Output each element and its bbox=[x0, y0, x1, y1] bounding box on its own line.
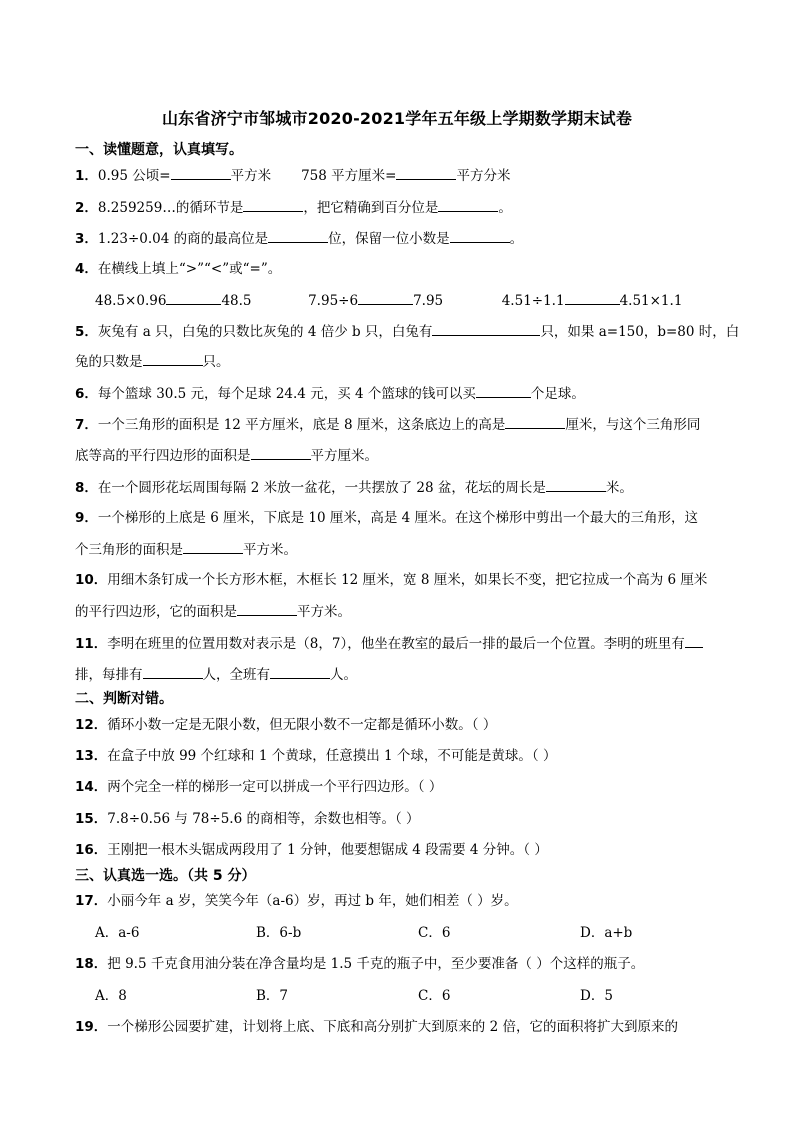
question-number: 12． bbox=[75, 717, 108, 733]
question-text: 兔的只数是 bbox=[75, 354, 143, 370]
option-c[interactable]: C．6 bbox=[418, 988, 451, 1004]
question-17 bbox=[75, 891, 518, 911]
question-number: 19． bbox=[75, 1019, 108, 1035]
question-5-cont bbox=[75, 351, 230, 372]
question-text: 灰兔有 a 只，白兔的只数比灰兔的 4 倍少 b 只，白兔有 bbox=[97, 324, 433, 340]
question-text: 两个完全一样的梯形一定可以拼成一个平行四边形。（ ） bbox=[107, 779, 443, 795]
section-1-heading: 一、读懂题意，认真填写。 bbox=[75, 142, 243, 158]
question-12 bbox=[75, 715, 496, 735]
question-text: 7.8÷0.56 与 78÷5.6 的商相等，余数也相等。（ ） bbox=[107, 811, 420, 827]
question-text: 米。 bbox=[605, 480, 633, 496]
question-1 bbox=[75, 165, 510, 186]
compare-left: 7.95÷6 bbox=[308, 293, 359, 309]
question-number: 8． bbox=[75, 480, 98, 496]
answer-blank[interactable] bbox=[565, 290, 620, 305]
question-text: 人，全班有 bbox=[202, 667, 270, 683]
question-7-cont bbox=[75, 445, 378, 466]
question-9 bbox=[75, 508, 698, 528]
question-number: 7． bbox=[75, 417, 98, 433]
answer-blank[interactable] bbox=[505, 414, 565, 429]
answer-blank[interactable] bbox=[143, 351, 203, 366]
question-11-cont bbox=[75, 664, 357, 685]
question-text: 758 平方厘米= bbox=[301, 168, 397, 184]
option-a[interactable]: A．a-6 bbox=[95, 925, 140, 941]
question-text: 个足球。 bbox=[530, 386, 585, 402]
question-text: 平方分米 bbox=[456, 168, 511, 184]
question-number: 2． bbox=[75, 200, 98, 216]
question-text: 用细木条钉成一个长方形木框，木框长 12 厘米，宽 8 厘米，如果长不变，把它拉成一个高为 6 厘米 bbox=[107, 572, 708, 588]
question-number: 1． bbox=[75, 168, 98, 184]
question-8 bbox=[75, 477, 633, 498]
question-number: 5． bbox=[75, 324, 98, 340]
answer-blank[interactable] bbox=[143, 664, 203, 679]
section-3-heading: 三、认真选一选。（共 5 分） bbox=[75, 868, 256, 884]
answer-blank[interactable] bbox=[432, 321, 540, 336]
question-text: 底等高的平行四边形的面积是 bbox=[75, 448, 251, 464]
question-4 bbox=[75, 259, 281, 279]
question-text: 平方米 bbox=[230, 168, 272, 184]
option-a[interactable]: A．8 bbox=[95, 988, 127, 1004]
question-5 bbox=[75, 321, 739, 342]
question-number: 4． bbox=[75, 261, 98, 277]
question-number: 9． bbox=[75, 510, 98, 526]
question-text: 小丽今年 a 岁，笑笑今年（a-6）岁，再过 b 年，她们相差（ ）岁。 bbox=[107, 893, 518, 909]
question-text: 每个篮球 30.5 元，每个足球 24.4 元，买 4 个篮球的钱可以买 bbox=[97, 386, 476, 402]
answer-blank[interactable] bbox=[166, 290, 221, 305]
question-15 bbox=[75, 809, 420, 829]
answer-blank[interactable] bbox=[476, 383, 531, 398]
question-text: 一个梯形的上底是 6 厘米，下底是 10 厘米，高是 4 厘米。在这个梯形中剪出一个最大的三角形，这 bbox=[97, 510, 699, 526]
compare-left: 48.5×0.96 bbox=[95, 293, 167, 309]
question-16 bbox=[75, 840, 548, 860]
question-number: 11． bbox=[75, 636, 108, 652]
question-13 bbox=[75, 746, 556, 766]
question-text: 8.259259…的循环节是 bbox=[97, 200, 244, 216]
question-number: 17． bbox=[75, 893, 108, 909]
option-d[interactable]: D．a+b bbox=[580, 925, 633, 941]
option-d[interactable]: D．5 bbox=[580, 988, 613, 1004]
option-b[interactable]: B．7 bbox=[256, 988, 289, 1004]
question-text: 1.23÷0.04 的商的最高位是 bbox=[97, 231, 269, 247]
question-number: 14． bbox=[75, 779, 108, 795]
answer-blank[interactable] bbox=[438, 197, 498, 212]
question-number: 6． bbox=[75, 386, 98, 402]
question-text: 位，保留一位小数是 bbox=[328, 231, 450, 247]
question-3 bbox=[75, 228, 523, 249]
answer-blank[interactable] bbox=[171, 165, 231, 180]
page-title: 山东省济宁市邹城市2020-2021学年五年级上学期数学期末试卷 bbox=[161, 109, 633, 128]
question-text: 在横线上填上“>”“<”或“=”。 bbox=[97, 261, 282, 277]
question-text: 把 9.5 千克食用油分装在净含量均是 1.5 千克的瓶子中，至少要准备（ ）个这样的瓶子。 bbox=[107, 956, 645, 972]
question-number: 18． bbox=[75, 956, 108, 972]
question-text: 循环小数一定是无限小数，但无限小数不一定都是循环小数。（ ） bbox=[107, 717, 497, 733]
section-2-heading: 二、判断对错。 bbox=[75, 691, 173, 707]
question-text: 在盒子中放 99 个红球和 1 个黄球，任意摸出 1 个球，不可能是黄球。（ ） bbox=[107, 748, 557, 764]
question-14 bbox=[75, 777, 442, 797]
question-text: 平方厘米。 bbox=[310, 448, 378, 464]
question-text: ，把它精确到百分位是 bbox=[303, 200, 439, 216]
question-text: 。 bbox=[509, 231, 524, 247]
answer-blank[interactable] bbox=[358, 290, 413, 305]
question-text: 平方米。 bbox=[297, 604, 351, 620]
question-text: 只，如果 a=150，b=80 时，白 bbox=[540, 324, 740, 340]
question-number: 10． bbox=[75, 572, 108, 588]
question-number: 13． bbox=[75, 748, 108, 764]
question-text: 0.95 公顷= bbox=[97, 168, 171, 184]
option-c[interactable]: C．6 bbox=[418, 925, 451, 941]
option-b[interactable]: B．6-b bbox=[256, 925, 302, 941]
answer-blank[interactable] bbox=[251, 445, 311, 460]
question-text: 人。 bbox=[330, 667, 357, 683]
question-number: 15． bbox=[75, 811, 108, 827]
answer-blank[interactable] bbox=[396, 165, 456, 180]
question-number: 3． bbox=[75, 231, 98, 247]
question-text: 排，每排有 bbox=[75, 667, 143, 683]
question-19 bbox=[75, 1017, 678, 1037]
question-6 bbox=[75, 383, 585, 404]
question-text: 只。 bbox=[202, 354, 230, 370]
question-text: 李明在班里的位置用数对表示是（8，7），他坐在教室的最后一排的最后一个位置。李明的班里有 bbox=[107, 636, 685, 652]
answer-blank[interactable] bbox=[685, 633, 703, 648]
question-2 bbox=[75, 197, 512, 218]
question-text: 厘米，与这个三角形同 bbox=[565, 417, 701, 433]
answer-blank[interactable] bbox=[268, 228, 328, 243]
compare-right: 48.5 bbox=[221, 293, 252, 309]
answer-blank[interactable] bbox=[270, 664, 330, 679]
question-text: 王刚把一根木头锯成两段用了 1 分钟，他要想锯成 4 段需要 4 分钟。（ ） bbox=[107, 842, 548, 858]
question-10-cont bbox=[75, 601, 351, 622]
question-text: 在一个圆形花坛周围每隔 2 米放一盆花，一共摆放了 28 盆，花坛的周长是 bbox=[97, 480, 546, 496]
question-4-items bbox=[95, 290, 682, 311]
compare-right: 7.95 bbox=[413, 293, 444, 309]
question-number: 16． bbox=[75, 842, 108, 858]
question-text: 。 bbox=[498, 200, 512, 216]
answer-blank[interactable] bbox=[546, 477, 606, 492]
question-text: 一个梯形公园要扩建，计划将上底、下底和高分别扩大到原来的 2 倍，它的面积将扩大到原来的 bbox=[107, 1019, 678, 1035]
answer-blank[interactable] bbox=[237, 601, 297, 616]
question-text: 一个三角形的面积是 12 平方厘米，底是 8 厘米，这条底边上的高是 bbox=[97, 417, 506, 433]
answer-blank[interactable] bbox=[183, 539, 243, 554]
compare-right: 4.51×1.1 bbox=[619, 293, 683, 309]
question-text: 的平行四边形，它的面积是 bbox=[75, 604, 237, 620]
question-11 bbox=[75, 633, 703, 654]
compare-left: 4.51÷1.1 bbox=[501, 293, 565, 309]
question-text: 平方米。 bbox=[243, 542, 297, 558]
question-10 bbox=[75, 570, 707, 590]
question-7 bbox=[75, 414, 700, 435]
answer-blank[interactable] bbox=[450, 228, 510, 243]
question-text: 个三角形的面积是 bbox=[75, 542, 183, 558]
question-18 bbox=[75, 954, 644, 974]
question-9-cont bbox=[75, 539, 297, 560]
answer-blank[interactable] bbox=[243, 197, 303, 212]
